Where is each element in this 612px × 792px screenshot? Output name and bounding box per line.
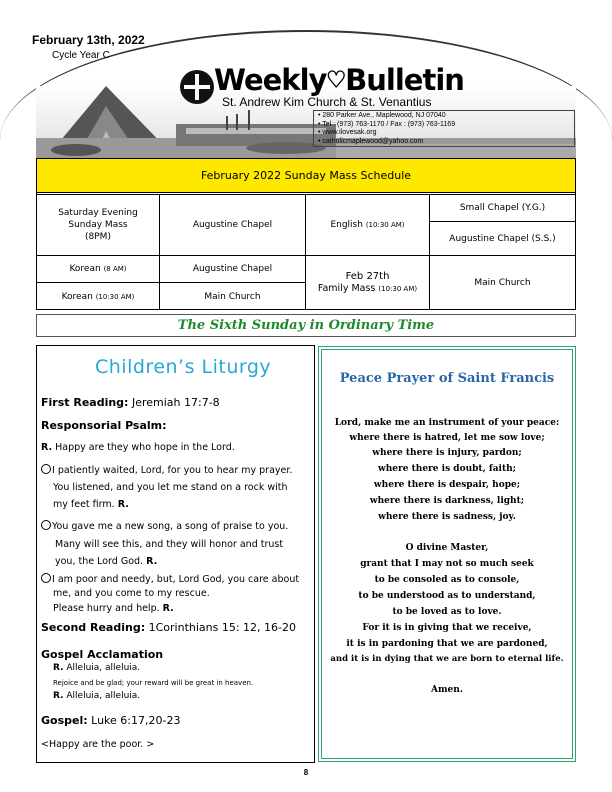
liturgy-title: Children’s Liturgy bbox=[95, 356, 272, 378]
second-reading bbox=[41, 621, 296, 634]
contact-phone: • Tel : (973) 763-1170 / Fax : (973) 763-1169 bbox=[318, 120, 456, 128]
small-chapel-cell: Small Chapel (Y.G.) bbox=[459, 203, 546, 213]
prayer-line: where there is injury, pardon; bbox=[372, 448, 522, 458]
circle-bullet-icon bbox=[41, 464, 51, 474]
gospel-note: <Happy are the poor. > bbox=[41, 739, 155, 750]
first-reading-ref: Jeremiah 17:7-8 bbox=[128, 396, 220, 409]
alleluia-1 bbox=[53, 663, 140, 673]
acclamation-verse: Rejoice and be glad; your reward will be great in heaven. bbox=[53, 679, 254, 687]
page-number: 8 bbox=[303, 768, 309, 777]
alleluia-2 bbox=[53, 691, 140, 701]
schedule-title: February 2022 Sunday Mass Schedule bbox=[36, 158, 576, 193]
korean-1030-time: (10:30 AM) bbox=[95, 292, 135, 301]
prayer-line: grant that I may not so much seek bbox=[360, 559, 534, 569]
logo-word-weekly: Weekly bbox=[214, 63, 327, 97]
korean-8am-location: Augustine Chapel bbox=[192, 264, 273, 274]
english-mass-cell bbox=[306, 195, 429, 255]
contact-box bbox=[313, 110, 575, 147]
heart-icon: ♥ bbox=[326, 68, 346, 93]
circle-bullet-icon bbox=[41, 573, 51, 583]
contact-address: • 280 Parker Ave., Maplewood, NJ 07040 bbox=[318, 112, 446, 119]
prayer-title: Peace Prayer of Saint Francis bbox=[339, 371, 555, 386]
prayer-line: it is in pardoning that we are pardoned, bbox=[346, 639, 548, 649]
saturday-mass-cell bbox=[37, 195, 159, 255]
logo-word-bulletin: Bulletin bbox=[345, 63, 464, 97]
bulletin-date: February 13th, 2022 bbox=[32, 33, 145, 47]
family-label: Family Mass bbox=[317, 283, 376, 294]
alleluia-1-label: R. bbox=[53, 663, 64, 673]
korean-1030-label: Korean bbox=[61, 291, 93, 302]
bulletin-logo-icon bbox=[180, 70, 214, 104]
bulletin-logo-title bbox=[214, 63, 464, 97]
saturday-location: Augustine Chapel bbox=[192, 220, 273, 230]
sat-line3: (8PM) bbox=[85, 232, 111, 242]
family-mass-location: Main Church bbox=[474, 278, 531, 288]
sat-line1: Saturday Evening bbox=[58, 208, 138, 218]
verse-1-line-3-text: my feet firm. bbox=[53, 499, 115, 510]
family-mass-cell bbox=[306, 256, 429, 310]
childrens-liturgy-box bbox=[36, 345, 315, 763]
verse-3-line-1: I am poor and needy, but, Lord God, you care about bbox=[52, 574, 300, 585]
korean-1030-location: Main Church bbox=[204, 291, 261, 302]
verse-2-response: R. bbox=[146, 556, 158, 567]
psalm-verse-3 bbox=[41, 573, 299, 585]
second-reading-ref: 1Corinthians 15: 12, 16-20 bbox=[145, 621, 296, 634]
church-name: St. Andrew Kim Church & St. Venantius bbox=[222, 95, 432, 109]
verse-3-line-3-text: Please hurry and help. bbox=[53, 603, 160, 614]
verse-2-line-1: You gave me a new song, a song of praise to you. bbox=[52, 521, 289, 532]
korean-8-time: (8 AM) bbox=[103, 265, 127, 273]
prayer-line: For it is in giving that we receive, bbox=[362, 623, 532, 633]
contact-website[interactable]: • www.ilovesak.org bbox=[318, 129, 377, 136]
psalm-response bbox=[41, 442, 235, 453]
circle-bullet-icon bbox=[41, 520, 51, 530]
verse-2-line-3-text: you, the Lord God. bbox=[55, 556, 144, 567]
verse-3-line-3 bbox=[53, 603, 174, 614]
psalm-verse-2 bbox=[41, 520, 288, 532]
verse-1-response: R. bbox=[117, 499, 129, 510]
verse-1-line-2: You listened, and you let me stand on a rock with bbox=[53, 482, 288, 493]
verse-2-line-3 bbox=[55, 556, 157, 567]
augustine-ss-cell: Augustine Chapel (S.S.) bbox=[449, 233, 556, 244]
cycle-year: Cycle Year C bbox=[52, 50, 110, 61]
contact-email[interactable]: • catholicmaplewood@yahoo.com bbox=[318, 137, 424, 145]
gospel bbox=[41, 714, 180, 727]
prayer-line: and it is in dying that we are born to eternal life. bbox=[330, 654, 564, 664]
prayer-line: to be consoled as to console, bbox=[374, 575, 520, 585]
alleluia-2-text: Alleluia, alleluia. bbox=[63, 691, 141, 701]
response-text: Happy are they who hope in the Lord. bbox=[52, 442, 235, 453]
prayer-line: where there is darkness, light; bbox=[369, 496, 525, 506]
verse-2-line-2: Many will see this, and they will honor and trust bbox=[55, 539, 284, 550]
psalm-verse-1 bbox=[41, 464, 292, 476]
english-label: English bbox=[330, 220, 363, 230]
prayer-amen: Amen. bbox=[431, 685, 463, 695]
korean-8-label: Korean bbox=[69, 264, 101, 274]
first-reading-label: First Reading: bbox=[41, 396, 129, 409]
prayer-line: where there is sadness, joy. bbox=[378, 512, 516, 522]
psalm-heading: Responsorial Psalm: bbox=[41, 419, 167, 432]
verse-1-line-1: I patiently waited, Lord, for you to hear my prayer. bbox=[52, 465, 293, 476]
prayer-line: O divine Master, bbox=[405, 543, 489, 553]
prayer-line: where there is doubt, faith; bbox=[378, 464, 516, 474]
verse-1-line-3 bbox=[53, 499, 129, 510]
korean-1030-cell bbox=[37, 283, 159, 310]
family-date: Feb 27th bbox=[345, 271, 390, 282]
korean-8am-cell bbox=[37, 256, 159, 282]
second-reading-label: Second Reading: bbox=[41, 621, 146, 634]
response-label: R. bbox=[41, 442, 53, 453]
gospel-acclamation-heading: Gospel Acclamation bbox=[41, 648, 164, 661]
prayer-line: where there is hatred, let me sow love; bbox=[349, 433, 545, 443]
prayer-line: to be understood as to understand, bbox=[358, 591, 536, 601]
sunday-title: The Sixth Sunday in Ordinary Time bbox=[36, 314, 576, 337]
sat-line2: Sunday Mass bbox=[68, 220, 128, 230]
alleluia-2-label: R. bbox=[53, 691, 64, 701]
family-time: (10:30 AM) bbox=[378, 285, 418, 293]
first-reading bbox=[41, 396, 220, 409]
english-time: (10:30 AM) bbox=[365, 221, 405, 229]
verse-3-line-2: me, and you come to my rescue. bbox=[53, 588, 210, 599]
gospel-label: Gospel: bbox=[41, 714, 88, 727]
prayer-line: where there is despair, hope; bbox=[373, 480, 521, 490]
prayer-line: Lord, make me an instrument of your peace: bbox=[334, 418, 560, 428]
alleluia-1-text: Alleluia, alleluia. bbox=[63, 663, 141, 673]
verse-3-response: R. bbox=[162, 603, 174, 614]
prayer-line: to be loved as to love. bbox=[392, 607, 502, 617]
gospel-ref: Luke 6:17,20-23 bbox=[87, 714, 181, 727]
